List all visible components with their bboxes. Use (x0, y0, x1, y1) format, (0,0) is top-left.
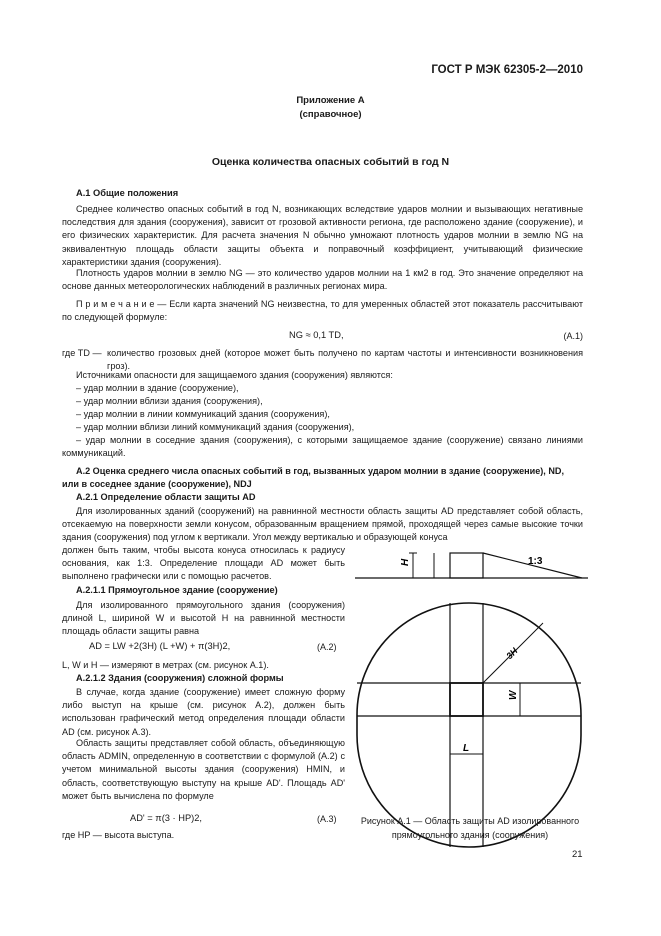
building-footprint (450, 683, 483, 716)
equation-number: (А.1) (563, 331, 583, 341)
note: П р и м е ч а н и е — Если карта значений NG неизвестна, то для умеренных областей этот показатель рассчитывают по следующей формуле: (62, 299, 583, 323)
figure-caption: Рисунок А.1 — Область защиты AD изолированного прямоугольного здания (сооружения) (360, 816, 580, 840)
main-title: Оценка количества опасных событий в год N (211, 156, 450, 168)
paragraph: Для изолированных зданий (сооружений) на равнинной местности область защиты AD представляет собой область, отсекаемую на поверхности земли конусом, образованным вращением прямой, проходящей через самые высокие точки здания (сооружения) под углом к вертикали. Угол между вертикалью и образующей конуса (62, 506, 583, 543)
label-3h: 3H (504, 645, 520, 662)
paragraph: В случае, когда здание (сооружение) имеет сложную форму либо выступ на крыше (см. рисунок А.2), должен быть использован графический метод определения площади области AD (см. рисунок А.3). (62, 687, 345, 737)
where-label: где TD — (62, 348, 102, 358)
label-w: W (508, 690, 519, 700)
list-item: – удар молнии в здание (сооружение), (76, 383, 239, 393)
formula-a3: AD' = π(3 · HP)2, (130, 813, 202, 823)
label-ratio: 1:3 (528, 556, 543, 567)
units-note: L, W и H — измеряют в метрах (см. рисунок А.1). (62, 660, 269, 670)
page-number: 21 (572, 849, 583, 860)
building-elevation (450, 553, 483, 578)
label-l: L (463, 743, 470, 754)
figure-a1 (350, 548, 590, 858)
equation-number: (А.2) (317, 642, 337, 652)
appendix-title: Приложение А (296, 95, 365, 106)
paragraph: Область защиты представляет собой область, объединяющую область ADMIN, определенную в соответствии с формулой (А.2) с учетом минимальной высоты здания (сооружения) HMIN, и область, соответствующую выступу на крыше AD'. Площадь AD' может быть вычислена по формуле (62, 738, 345, 801)
list-item: – удар молнии вблизи линий коммуникаций здания (сооружения), (76, 422, 355, 432)
formula-a1: NG ≈ 0,1 TD, (289, 330, 344, 340)
formula-a2: AD = LW +2(3H) (L +W) + π(3H)2, (89, 641, 231, 651)
label-h: H (400, 558, 411, 566)
paragraph: Плотность ударов молнии в землю NG — это количество ударов молнии на 1 км2 в год. Это значение определяют на основе данных метеорологических наблюдений в различных регионах мира. (62, 268, 583, 292)
list-item: – удар молнии вблизи здания (сооружения), (76, 396, 263, 406)
paragraph: должен быть таким, чтобы высота конуса относилась к радиусу основания, как 1:3. Определение площади AD может быть выполнено графически или с помощью расчетов. (62, 545, 345, 582)
appendix-subtitle: (справочное) (299, 109, 362, 120)
subsection-heading: А.2.1.1 Прямоугольное здание (сооружение) (76, 585, 278, 595)
where-text: количество грозовых дней (которое может быть получено по картам частоты и интенсивности возникновения гроз). (107, 348, 583, 372)
subsection-heading: А.2.1.2 Здания (сооружения) сложной формы (76, 673, 284, 683)
protection-area-outline (357, 603, 581, 847)
list-item: – удар молнии в линии коммуникаций здания (сооружения), (76, 409, 330, 419)
section-heading-a2: А.2 Оценка среднего числа опасных событий в год, вызванных ударом молнии в здание (сооружение), ND, или в соседнее здание (сооружение), NDJ (62, 466, 565, 490)
list-item: – удар молнии в соседние здания (сооружения), с которыми защищаемое здание (сооружение) связано линиями коммуникаций. (62, 435, 583, 459)
paragraph: Для изолированного прямоугольного здания (сооружения) длиной L, шириной W и высотой H на равнинной местности площадь области защиты равна (62, 600, 345, 637)
sources-intro: Источниками опасности для защищаемого здания (сооружения) являются: (76, 370, 393, 380)
where-text: где HP — высота выступа. (62, 830, 175, 840)
equation-number: (А.3) (317, 814, 337, 824)
section-heading-a1: А.1 Общие положения (76, 188, 179, 198)
subsection-heading: А.2.1 Определение области защиты AD (76, 492, 256, 502)
standard-header: ГОСТ Р МЭК 62305-2—2010 (431, 64, 583, 76)
paragraph: Среднее количество опасных событий в год N, возникающих вследствие ударов молнии и вызывающих негативные последствия для здания (сооружения), зависит от грозовой активности региона, где расположено здание (сооружение), и его физических характеристик. Для расчета значения N обычно умножают плотность ударов молнии в землю NG на эквивалентную площадь области защиты объекта и поправочный коэффициент, учитывающий физические характеристики здания (сооружения). (62, 204, 583, 267)
